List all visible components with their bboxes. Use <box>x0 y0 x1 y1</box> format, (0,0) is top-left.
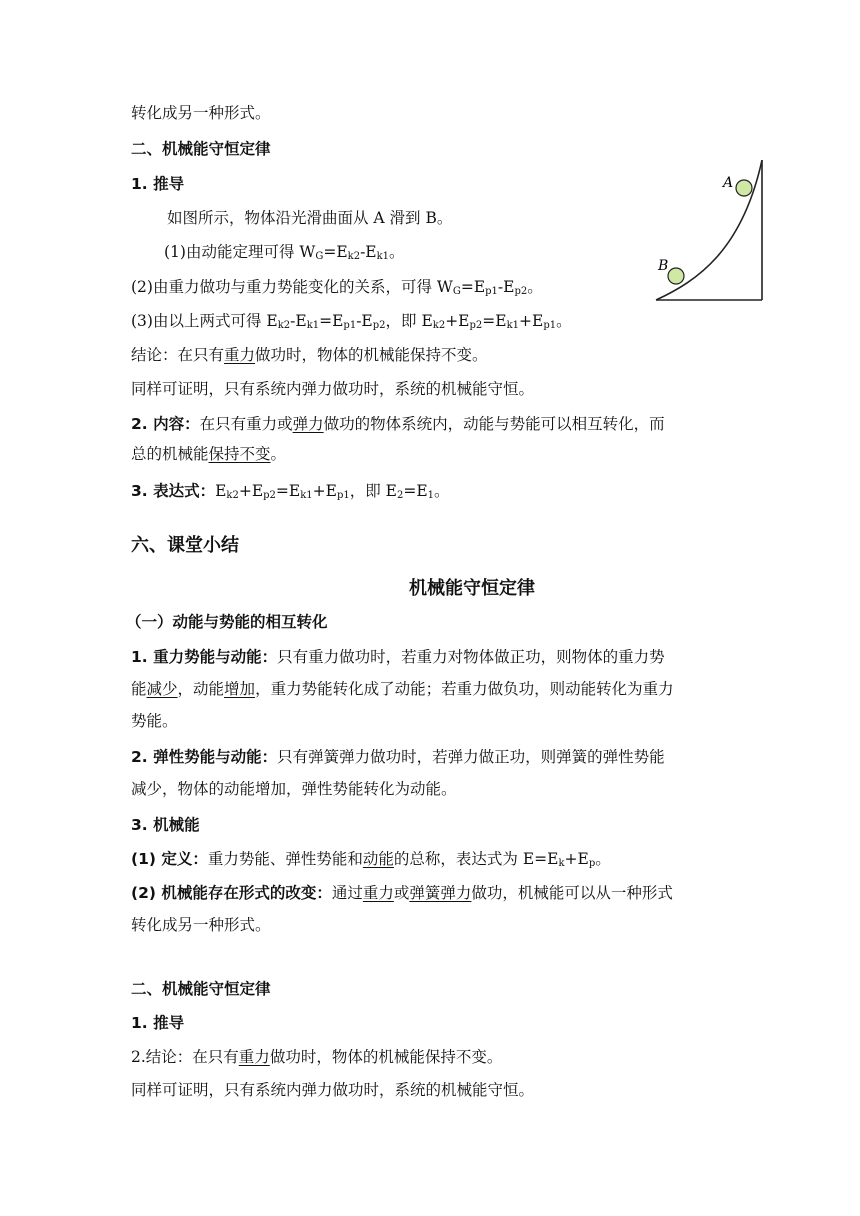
change-line-1: (2) 机械能存在形式的改变：通过重力或弹簧弹力做功，机械能可以从一种形式 <box>131 884 673 902</box>
elastic-line-1: 2. 弹性势能与动能：只有弹簧弹力做功时，若弹力做正功，则弹簧的弹性势能 <box>131 748 665 766</box>
section-title: 二、机械能守恒定律 <box>131 980 271 998</box>
expression-line: 3. 表达式：$E_{k2}+E_{p2}=E_{k1}+E_{p1}$，即 $E_2=E_1$。 <box>131 482 450 501</box>
text-line: 转化成另一种形式。 <box>131 104 271 122</box>
label-b: B <box>658 258 669 274</box>
gravity-line-3: 势能。 <box>131 712 178 730</box>
summary-title: 机械能守恒定律 <box>409 578 535 599</box>
label-a: A <box>723 175 734 191</box>
subsection-title: 1. 推导 <box>131 1014 185 1032</box>
content-line-2: 总的机械能保持不变。 <box>131 445 287 463</box>
text-line: 同样可证明，只有系统内弹力做功时，系统的机械能守恒。 <box>131 1081 535 1099</box>
change-line-2: 转化成另一种形式。 <box>131 916 271 934</box>
text-line: 同样可证明，只有系统内弹力做功时，系统的机械能守恒。 <box>131 380 535 398</box>
elastic-line-2: 减少，物体的动能增加，弹性势能转化为动能。 <box>131 780 457 798</box>
derivation-step-2: (2)由重力做功与重力势能变化的关系，可得 $W_G=E_{p1}-E_{p2}$。 <box>131 278 543 297</box>
ball-a <box>736 180 752 196</box>
subsection-title: 3. 机械能 <box>131 816 200 834</box>
subsection-title: 1. 推导 <box>131 175 185 193</box>
ball-b <box>668 268 684 284</box>
gravity-line-1: 1. 重力势能与动能：只有重力做功时，若重力对物体做正功，则物体的重力势 <box>131 648 665 666</box>
derivation-step-3: (3)由以上两式可得 $E_{k2}-E_{k1}=E_{p1}-E_{p2}$，即 $E_{k2}+E_{p2}=E_{k1}+E_{p1}$。 <box>131 312 572 331</box>
part-title: （一）动能与势能的相互转化 <box>126 613 328 631</box>
conclusion-line: 2.结论：在只有重力做功时，物体的机械能保持不变。 <box>131 1048 503 1066</box>
section-title: 二、机械能守恒定律 <box>131 140 271 158</box>
derivation-text: 如图所示，物体沿光滑曲面从 A 滑到 B。 <box>167 209 453 227</box>
curved-surface-figure <box>652 156 768 304</box>
definition-line: (1) 定义：重力势能、弹性势能和动能的总称，表达式为 $E=E_k+E_p$。 <box>131 850 611 869</box>
conclusion-line: 结论：在只有重力做功时，物体的机械能保持不变。 <box>131 346 488 364</box>
gravity-line-2: 能减少，动能增加，重力势能转化成了动能；若重力做负功，则动能转化为重力 <box>131 680 674 698</box>
content-line-1: 2. 内容：在只有重力或弹力做功的物体系统内，动能与势能可以相互转化，而 <box>131 415 665 433</box>
derivation-step-1: (1)由动能定理可得 $W_G=E_{k2}-E_{k1}$。 <box>164 243 405 262</box>
summary-heading: 六、课堂小结 <box>131 535 239 556</box>
